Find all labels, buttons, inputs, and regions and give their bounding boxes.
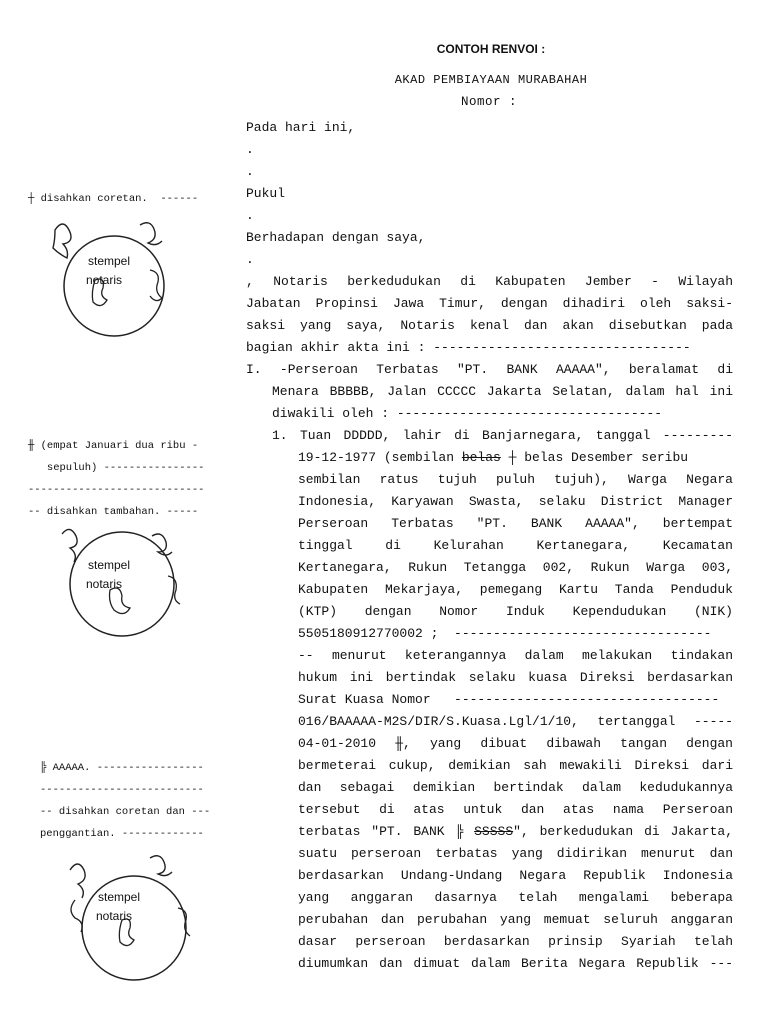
document-line: . <box>246 142 254 157</box>
document-line: Pukul <box>246 186 286 201</box>
document-line: 5505180912770002 ; --------------------------------- <box>298 626 712 641</box>
stamp-label: stempel notaris <box>96 890 141 923</box>
document-line: diwakili oleh : ---------------------------------- <box>272 406 663 421</box>
stamp-label: stempel notaris <box>86 254 131 287</box>
document-line: Menara BBBBB, Jalan CCCCC Jakarta Selatan, dalam hal ini <box>272 384 733 399</box>
document-line: dan sebagai demikian bertindak dalam kedudukannya <box>298 780 733 795</box>
margin-note-line: ┼ disahkan coretan. ------ <box>28 193 199 205</box>
document-line: Jabatan Propinsi Jawa Timur, dengan dihadiri oleh saksi- <box>246 296 733 311</box>
document-line: sembilan ratus tujuh puluh tujuh), Warga Negara <box>298 472 733 487</box>
notary-stamp-3 <box>60 850 210 1000</box>
document-line: 19-12-1977 (sembilan belas ┼ belas Desember seribu <box>298 450 689 465</box>
document-line: (KTP) dengan Nomor Induk Kependudukan (NIK) <box>298 604 733 619</box>
document-line: Indonesia, Karyawan Swasta, selaku District Manager <box>298 494 733 509</box>
document-number: Nomor : <box>460 95 517 109</box>
document-line: Kabupaten Mekarjaya, pemegang Kartu Tanda Penduduk <box>298 582 733 597</box>
document-line: bagian akhir akta ini : --------------------------------- <box>246 340 691 355</box>
document-line: bermeterai cukup, demikian sah mewakili Direksi dari <box>298 758 733 773</box>
document-line: Surat Kuasa Nomor ---------------------------------- <box>298 692 720 707</box>
document-line: yang anggaran dasarnya telah mengalami beberapa <box>298 890 733 905</box>
document-line: terbatas "PT. BANK ╠ SSSSS", berkedudukan di Jakarta, <box>298 824 733 839</box>
margin-note-line: -- disahkan tambahan. ----- <box>28 506 199 518</box>
document-line: tinggal di Kelurahan Kertanegara, Kecamatan <box>298 538 733 553</box>
document-line: 04-01-2010 ╫, yang dibuat dibawah tangan dengan <box>298 736 733 751</box>
document-line: hukum ini bertindak selaku kuasa Direksi berdasarkan <box>298 670 733 685</box>
document-line: tersebut di atas untuk dan atas nama Perseroan <box>298 802 733 817</box>
document-line: Berhadapan dengan saya, <box>246 230 426 245</box>
margin-note-line: penggantian. ------------- <box>40 828 204 840</box>
document-line: suatu perseroan terbatas yang didirikan menurut dan <box>298 846 733 861</box>
margin-note-line: sepuluh) ---------------- <box>28 462 205 474</box>
document-subtitle: AKAD PEMBIAYAAN MURABAHAH <box>394 73 588 87</box>
notary-stamp-1 <box>40 210 190 360</box>
struck-word: SSSSS <box>474 824 514 839</box>
document-line: . <box>246 164 254 179</box>
margin-note-line: ╫ (empat Januari dua ribu - <box>28 440 199 452</box>
margin-note-line: -------------------------- <box>40 784 204 796</box>
margin-note-line: ---------------------------- <box>28 484 205 496</box>
document-line: -- menurut keterangannya dalam melakukan tindakan <box>298 648 733 663</box>
document-line: Kertanegara, Rukun Tetangga 002, Rukun Warga 003, <box>298 560 733 575</box>
document-line: . <box>246 208 254 223</box>
document-line: dasar perseroan berdasarkan prinsip Syariah telah <box>298 934 733 949</box>
margin-note-line: ╠ AAAAA. ----------------- <box>40 762 204 774</box>
document-line: perubahan dan perubahan yang memuat seluruh anggaran <box>298 912 733 927</box>
document-line: berdasarkan Undang-Undang Negara Republik Indonesia <box>298 868 733 883</box>
document-line: . <box>246 252 254 267</box>
document-line: I. -Perseroan Terbatas "PT. BANK AAAAA", beralamat di <box>246 362 733 377</box>
notary-stamp-2 <box>40 520 190 650</box>
document-line: diumumkan dan dimuat dalam Berita Negara Republik --- <box>298 956 733 971</box>
document-line: , Notaris berkedudukan di Kabupaten Jember - Wilayah <box>246 274 733 289</box>
document-line: Pada hari ini, <box>246 120 356 135</box>
document-line: saksi yang saya, Notaris kenal dan akan disebutkan pada <box>246 318 733 333</box>
document-title: CONTOH RENVOI : <box>436 42 546 56</box>
margin-note-line: -- disahkan coretan dan --- <box>40 806 211 818</box>
document-line: 016/BAAAAA-M2S/DIR/S.Kuasa.Lgl/1/10, tertanggal ----- <box>298 714 733 729</box>
document-line: Perseroan Terbatas "PT. BANK AAAAA", bertempat <box>298 516 733 531</box>
struck-word: belas <box>461 450 501 465</box>
document-line: 1. Tuan DDDDD, lahir di Banjarnegara, tanggal --------- <box>272 428 733 443</box>
stamp-label: stempel notaris <box>86 558 131 591</box>
